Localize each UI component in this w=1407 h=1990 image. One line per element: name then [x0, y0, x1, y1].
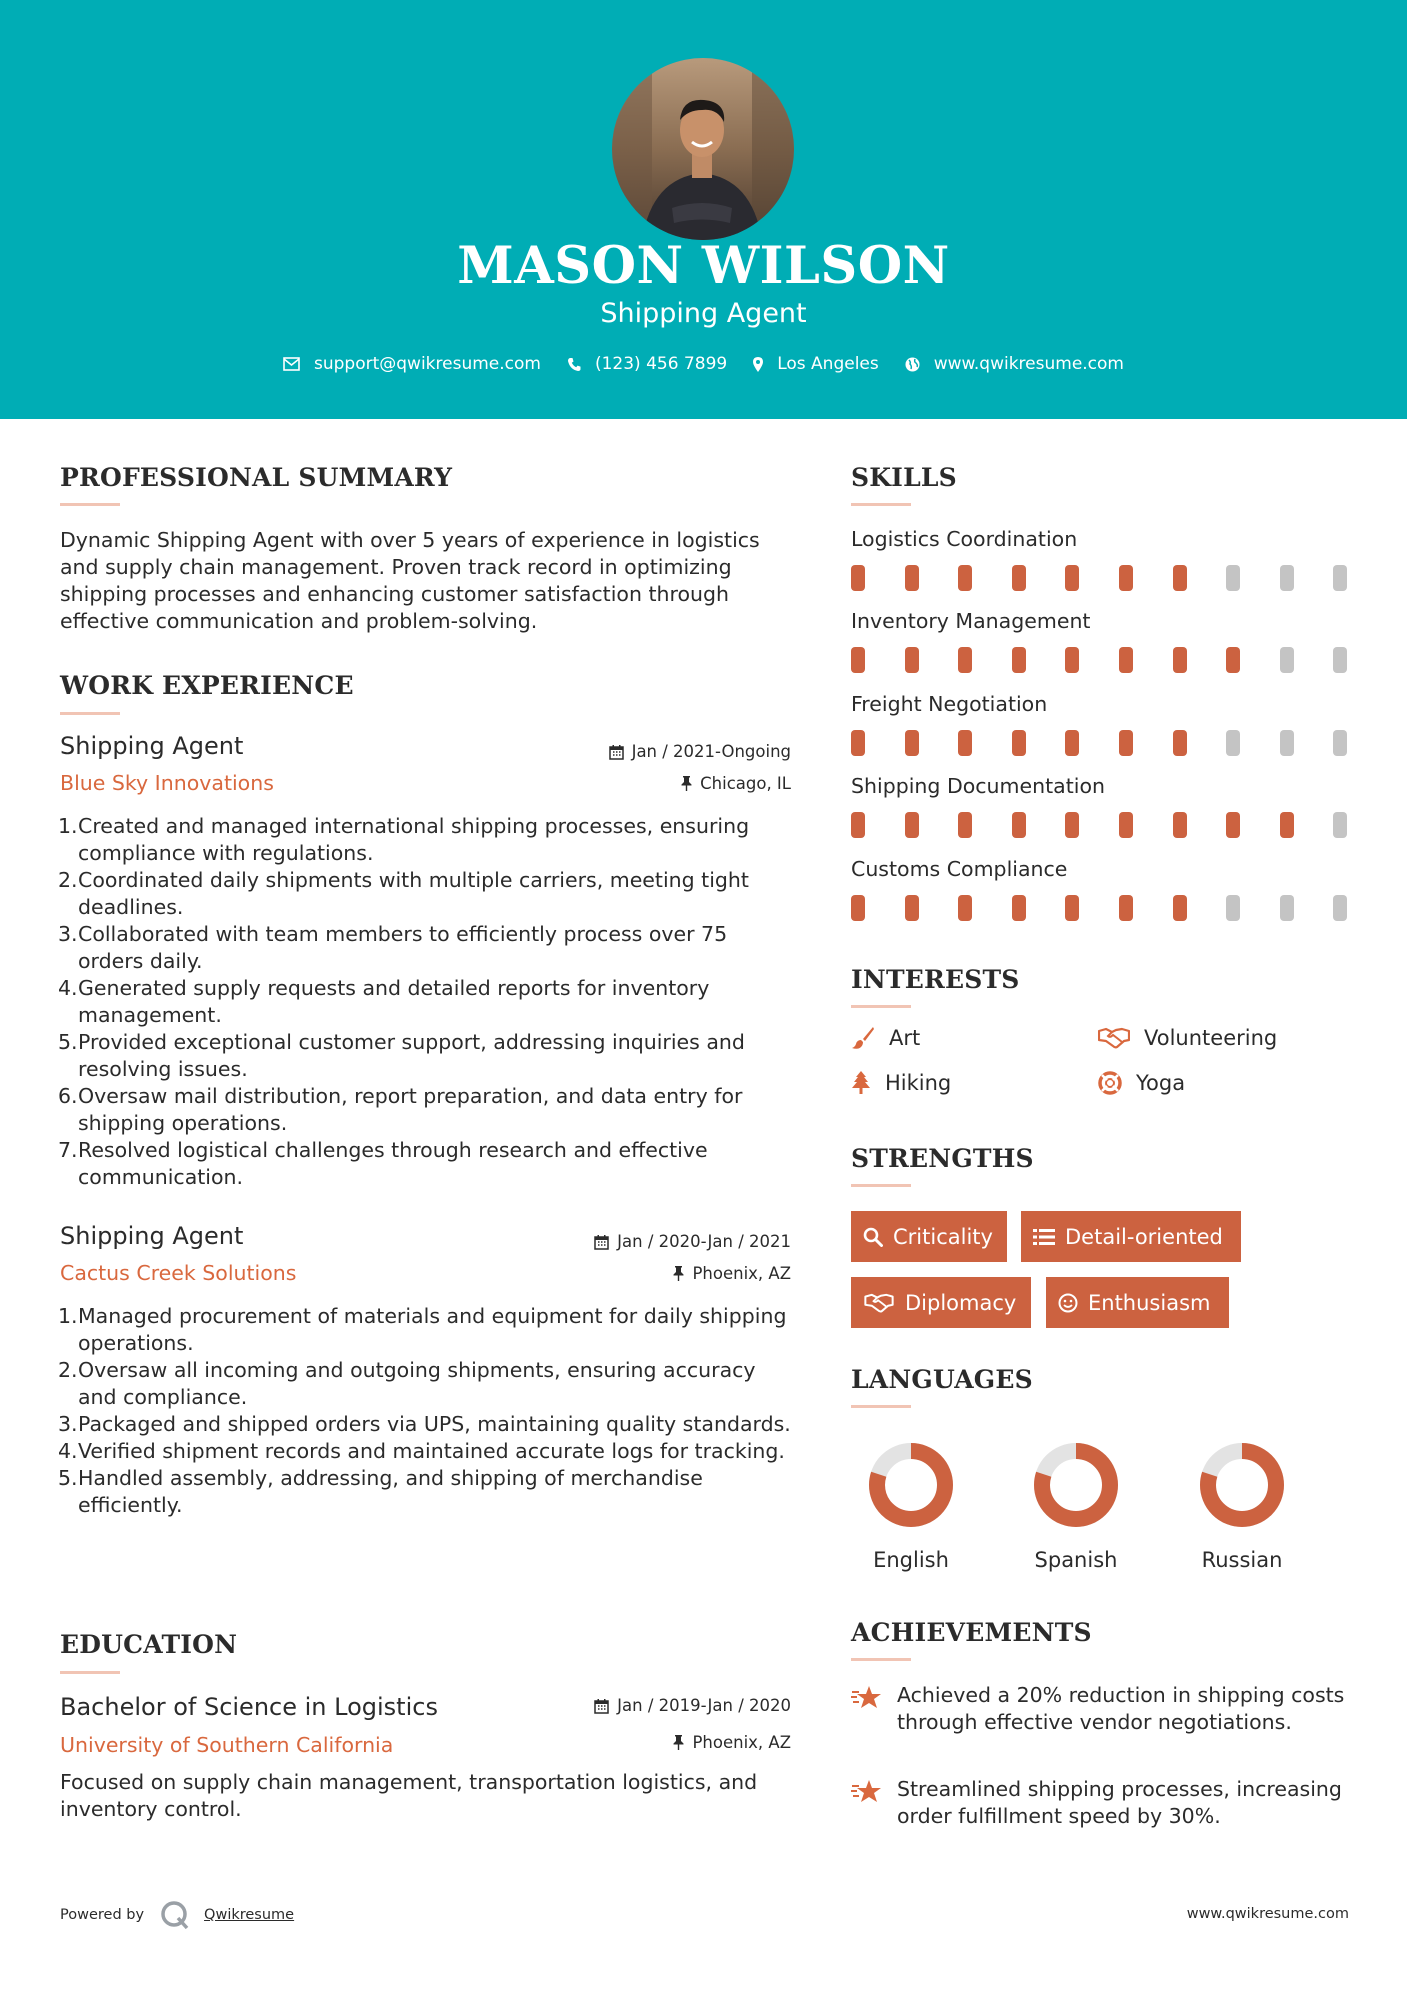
- skill-segment: [1226, 647, 1240, 673]
- job-dates: [594, 1232, 791, 1251]
- skill-name: Shipping Documentation: [851, 774, 1105, 798]
- job-dates-text: Jan / 2021-Ongoing: [631, 742, 791, 761]
- skill-segment: [1065, 565, 1079, 591]
- qwikresume-logo-icon: [160, 1900, 190, 1930]
- skill-segment: [1173, 895, 1187, 921]
- strength-tag: [1021, 1211, 1241, 1262]
- section-underline: [60, 712, 120, 715]
- search-icon: [863, 1227, 883, 1247]
- skill-segment: [1333, 895, 1347, 921]
- section-underline: [851, 503, 911, 506]
- skill-segment: [1119, 812, 1133, 838]
- globe-icon: [905, 357, 920, 372]
- skill-segment: [1333, 730, 1347, 756]
- paintbrush-icon: [851, 1026, 875, 1050]
- skill-segment: [1226, 812, 1240, 838]
- skill-rating-bar: [851, 812, 1351, 838]
- interest-label: Yoga: [1136, 1071, 1186, 1095]
- skill-segment: [958, 730, 972, 756]
- skill-segment: [1226, 565, 1240, 591]
- section-underline: [851, 1005, 911, 1008]
- skill-segment: [1280, 565, 1294, 591]
- calendar-icon: [609, 744, 624, 760]
- achievement-item: [851, 1776, 1351, 1830]
- strength-tag: [851, 1277, 1031, 1328]
- education-dates: [594, 1696, 791, 1715]
- skill-segment: [958, 565, 972, 591]
- education-heading: EDUCATION: [60, 1630, 238, 1659]
- achievement-text: Achieved a 20% reduction in shipping costs through effective vendor negotiations.: [897, 1683, 1345, 1734]
- contact-phone[interactable]: [567, 354, 727, 374]
- company-name: Cactus Creek Solutions: [60, 1261, 297, 1285]
- interest-item: [1098, 1071, 1185, 1095]
- job-location: [681, 774, 791, 793]
- interest-item: [851, 1026, 920, 1050]
- skill-segment: [905, 730, 919, 756]
- footer-powered-by: [60, 1900, 294, 1930]
- interests-heading: INTERESTS: [851, 965, 1020, 994]
- education-text: Focused on supply chain management, transportation logistics, and inventory control.: [60, 1770, 758, 1821]
- degree-title: Bachelor of Science in Logistics: [60, 1693, 438, 1721]
- handshake-icon: [1098, 1027, 1130, 1049]
- strength-label: Diplomacy: [905, 1290, 1017, 1315]
- list-item: Managed procurement of materials and equipment for daily shipping operations.: [78, 1304, 787, 1355]
- phone-text: (123) 456 7899: [594, 354, 728, 374]
- skill-rating-bar: [851, 895, 1351, 921]
- interest-item: [851, 1071, 951, 1095]
- skill-rating-bar: [851, 565, 1351, 591]
- skill-segment: [1173, 565, 1187, 591]
- candidate-name: MASON WILSON: [457, 236, 950, 296]
- envelope-icon: [283, 357, 300, 371]
- skill-segment: [1065, 647, 1079, 673]
- list-item: Oversaw all incoming and outgoing shipments, ensuring accuracy and compliance.: [78, 1358, 756, 1409]
- strength-label: Enthusiasm: [1088, 1290, 1211, 1315]
- skill-segment: [1173, 730, 1187, 756]
- contact-location: [753, 354, 879, 374]
- skill-segment: [851, 647, 865, 673]
- list-item: Resolved logistical challenges through research and effective communication.: [78, 1138, 708, 1189]
- list-icon: [1033, 1228, 1055, 1246]
- skill-segment: [1012, 812, 1026, 838]
- calendar-icon: [594, 1698, 609, 1714]
- summary-text: Dynamic Shipping Agent with over 5 years of experience in logistics and supply chain management. Proven track record in optimizing shipping processes and enhancing customer satisfaction through effective communication and problem-solving.: [60, 528, 760, 633]
- list-item: Oversaw mail distribution, report preparation, and data entry for shipping operations.: [78, 1084, 743, 1135]
- job-title: Shipping Agent: [60, 732, 244, 760]
- skill-segment: [1012, 895, 1026, 921]
- interest-label: Art: [889, 1026, 921, 1050]
- list-item: Packaged and shipped orders via UPS, maintaining quality standards.: [78, 1412, 791, 1436]
- skill-segment: [851, 565, 865, 591]
- skill-segment: [1012, 647, 1026, 673]
- pushpin-icon: [673, 1266, 684, 1281]
- job-location-text: Phoenix, AZ: [692, 1264, 791, 1283]
- star-badge-icon: [851, 1684, 885, 1712]
- pushpin-icon: [673, 1735, 684, 1750]
- experience-heading: WORK EXPERIENCE: [60, 671, 354, 700]
- summary-heading: PROFESSIONAL SUMMARY: [60, 463, 453, 492]
- skill-segment: [958, 895, 972, 921]
- skill-segment: [958, 812, 972, 838]
- company-name: Blue Sky Innovations: [60, 771, 274, 795]
- skill-segment: [1012, 730, 1026, 756]
- job-bullets: [60, 1303, 795, 1519]
- skills-heading: SKILLS: [851, 463, 957, 492]
- header-banner: [0, 0, 1407, 419]
- skill-segment: [1333, 565, 1347, 591]
- skill-segment: [905, 812, 919, 838]
- achievement-text: Streamlined shipping processes, increasing order fulfillment speed by 30%.: [897, 1777, 1342, 1828]
- skill-segment: [1333, 812, 1347, 838]
- job-bullets: [60, 813, 795, 1191]
- skill-segment: [1119, 730, 1133, 756]
- list-item: Collaborated with team members to efficiently process over 75 orders daily.: [78, 922, 728, 973]
- section-underline: [851, 1658, 911, 1661]
- language-label: Russian: [1201, 1548, 1283, 1572]
- phone-icon: [567, 357, 581, 372]
- section-underline: [60, 503, 120, 506]
- life-ring-icon: [1098, 1071, 1122, 1095]
- map-pin-icon: [753, 357, 763, 372]
- skill-segment: [1065, 812, 1079, 838]
- footer-website[interactable]: www.qwikresume.com: [1186, 1906, 1349, 1922]
- skill-segment: [1280, 812, 1294, 838]
- skill-name: Inventory Management: [851, 609, 1091, 633]
- skill-segment: [851, 895, 865, 921]
- list-item: Verified shipment records and maintained accurate logs for tracking.: [78, 1439, 785, 1463]
- skill-segment: [905, 895, 919, 921]
- strength-tag: [1046, 1277, 1229, 1328]
- skill-segment: [1173, 647, 1187, 673]
- skill-name: Customs Compliance: [851, 857, 1068, 881]
- calendar-icon: [594, 1234, 609, 1250]
- skill-segment: [905, 565, 919, 591]
- school-name: University of Southern California: [60, 1733, 394, 1757]
- contact-email[interactable]: [283, 354, 541, 374]
- skill-segment: [851, 730, 865, 756]
- list-item: Generated supply requests and detailed reports for inventory management.: [78, 976, 710, 1027]
- candidate-role: Shipping Agent: [600, 298, 807, 329]
- list-item: Provided exceptional customer support, addressing inquiries and resolving issues.: [78, 1030, 745, 1081]
- pushpin-icon: [681, 776, 692, 791]
- location-text: Los Angeles: [777, 354, 879, 374]
- interest-label: Hiking: [885, 1071, 952, 1095]
- skill-segment: [1226, 730, 1240, 756]
- section-underline: [60, 1671, 120, 1674]
- job-location: [673, 1264, 791, 1283]
- skill-segment: [1065, 895, 1079, 921]
- achievements-heading: ACHIEVEMENTS: [851, 1618, 1092, 1647]
- skill-segment: [1226, 895, 1240, 921]
- strengths-heading: STRENGTHS: [851, 1144, 1034, 1173]
- job-location-text: Chicago, IL: [700, 774, 791, 793]
- skill-name: Freight Negotiation: [851, 692, 1048, 716]
- skill-segment: [1333, 647, 1347, 673]
- interest-label: Volunteering: [1144, 1026, 1278, 1050]
- skill-segment: [851, 812, 865, 838]
- interest-item: [1098, 1026, 1277, 1050]
- list-item: Coordinated daily shipments with multiple carriers, meeting tight deadlines.: [78, 868, 749, 919]
- job-dates: [609, 742, 791, 761]
- qwikresume-link[interactable]: Qwikresume: [204, 1907, 295, 1923]
- skill-segment: [1065, 730, 1079, 756]
- smile-icon: [1058, 1293, 1078, 1313]
- education-dates-text: Jan / 2019-Jan / 2020: [617, 1696, 791, 1715]
- strength-tag: [851, 1211, 1007, 1262]
- powered-by-text: Powered by: [60, 1907, 145, 1923]
- language-donuts: [851, 1430, 1351, 1540]
- list-item: Handled assembly, addressing, and shipping of merchandise efficiently.: [78, 1466, 703, 1517]
- job-dates-text: Jan / 2020-Jan / 2021: [617, 1232, 791, 1251]
- skill-name: Logistics Coordination: [851, 527, 1078, 551]
- skill-segment: [905, 647, 919, 673]
- skill-segment: [958, 647, 972, 673]
- language-label: English: [873, 1548, 949, 1572]
- list-item: Created and managed international shipping processes, ensuring compliance with regulations.: [78, 814, 750, 865]
- job-title: Shipping Agent: [60, 1222, 244, 1250]
- section-underline: [851, 1184, 911, 1187]
- contact-bar: [0, 350, 1407, 378]
- star-badge-icon: [851, 1778, 885, 1806]
- website-text: www.qwikresume.com: [933, 354, 1124, 374]
- education-location: [673, 1733, 791, 1752]
- email-text: support@qwikresume.com: [314, 354, 541, 374]
- skill-segment: [1280, 647, 1294, 673]
- strength-label: Criticality: [893, 1224, 993, 1249]
- contact-website[interactable]: [905, 354, 1124, 374]
- strength-label: Detail-oriented: [1065, 1224, 1223, 1249]
- skill-segment: [1173, 812, 1187, 838]
- achievement-item: [851, 1682, 1351, 1736]
- avatar: [612, 58, 794, 240]
- education-location-text: Phoenix, AZ: [692, 1733, 791, 1752]
- skill-segment: [1012, 565, 1026, 591]
- skill-segment: [1119, 647, 1133, 673]
- skill-segment: [1119, 565, 1133, 591]
- skill-segment: [1280, 895, 1294, 921]
- skill-segment: [1119, 895, 1133, 921]
- tree-icon: [851, 1071, 871, 1095]
- skill-segment: [1280, 730, 1294, 756]
- skill-rating-bar: [851, 647, 1351, 673]
- languages-heading: LANGUAGES: [851, 1365, 1033, 1394]
- handshake-icon: [863, 1293, 895, 1313]
- language-label: Spanish: [1034, 1548, 1118, 1572]
- section-underline: [851, 1405, 911, 1408]
- skill-rating-bar: [851, 730, 1351, 756]
